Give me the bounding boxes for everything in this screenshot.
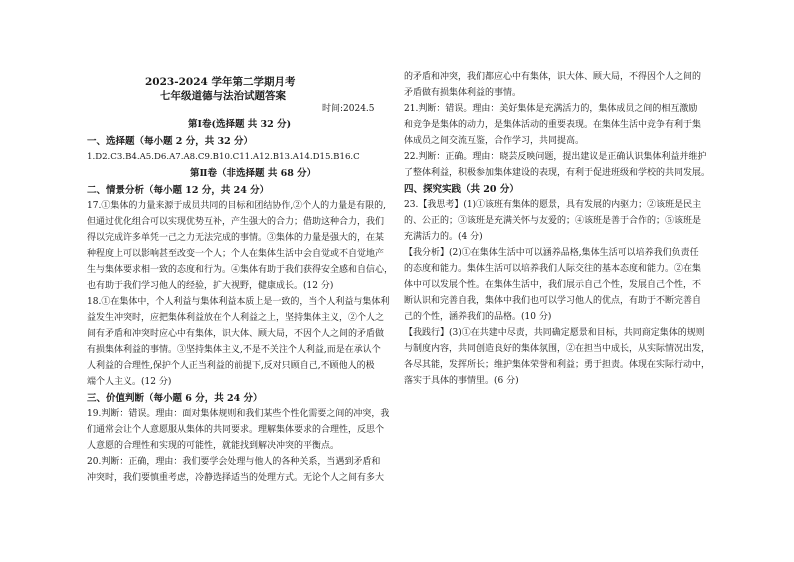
q23-line: 充满活力的。(4 分) bbox=[404, 232, 483, 242]
q18-line: 益发生冲突时，应把集体利益放在个人利益之上，坚持集体主义，②个人之 bbox=[87, 313, 385, 323]
q18-line: 人利益的合理性,保护个人正当利益的前提下,反对只顾自己,不顾他人的极 bbox=[87, 361, 375, 371]
part2-title: 第Ⅱ卷（非选择题 共 68 分） bbox=[190, 168, 317, 179]
q21-line: 和竞争是集体的动力，是集体活动的重要表现。在集体生活中竞争有利于集 bbox=[404, 120, 702, 130]
q18-line: 有损集体利益的事情。③坚持集体主义,不是不关注个人利益,而是在承认个 bbox=[87, 345, 381, 355]
q17-line: 17.①集体的力量来源于成员共同的目标和团结协作,②个人的力量是有限的, bbox=[87, 201, 387, 211]
choice-answers: 1.D2.C3.B4.A5.D6.A7.A8.C9.B10.C11.A12.B13.A14.D15.B16.C bbox=[87, 152, 360, 162]
title-line-2: 七年级道德与法治试题答案 bbox=[160, 90, 286, 102]
q17-line: 种程度上可以影响甚至改变一个人；个人在集体生活中会自觉或不自觉地产 bbox=[87, 249, 385, 259]
q23-line: 断认识和完善自我，集体中我们也可以学习他人的优点，有助于不断完善自 bbox=[404, 296, 702, 306]
q17-line: 也有助于我们学习他人的经验，扩大视野，健康成长。(12 分) bbox=[87, 281, 334, 291]
exam-time: 时间:2024.5 bbox=[322, 104, 375, 114]
q22-line: 了整体利益，积极参加集体建设的表现，有利于促进班级和学校的共同发展。 bbox=[404, 168, 711, 178]
q19-line: 人意愿的合理性和实现的可能性，就能找到解决冲突的平衡点。 bbox=[87, 441, 340, 451]
q23-line: 【我践行】(3)①在共建中尽责，共同确定愿景和目标，共同商定集体的规则 bbox=[404, 328, 705, 338]
q17-line: 得以完成许多单凭一己之力无法完成的事情。③集体的力量是强大的，在某 bbox=[87, 233, 385, 243]
q23-line: 【我分析】(2)①在集体生活中可以涵养品格,集体生活可以培养我们负责任 bbox=[404, 248, 699, 258]
q23-line: 与制度内容，共同创造良好的集体氛围，②在担当中成长，从实际情况出发， bbox=[404, 344, 711, 354]
q23-line: 的态度和能力。集体生活可以培养我们人际交往的基本态度和能力。②在集 bbox=[404, 264, 702, 274]
q23-line: 各尽其能，发挥所长；维护集体荣誉和利益；勇于担责。体现在实际行动中， bbox=[404, 360, 711, 370]
q23-line: 23.【我思考】(1)①该班有集体的愿景，具有发展的内驱力；②该班是民主 bbox=[404, 200, 702, 210]
q19-line: 19.判断：错误。理由：面对集体规则和我们某些个性化需要之间的冲突，我 bbox=[87, 409, 390, 419]
q17-line: 生与集体要求相一致的态度和行为。④集体有助于我们获得安全感和自信心， bbox=[87, 265, 394, 275]
q21-line: 体成员之间交流互鉴，合作学习，共同提高。 bbox=[404, 136, 585, 146]
q23-line: 体中可以发展个性。在集体生活中，我们展示自己个性，发展自己个性，不 bbox=[404, 280, 702, 290]
q23-line: 落实于具体的事情里。(6 分) bbox=[404, 376, 519, 386]
section-choice-title: 一、选择题（每小题 2 分，共 32 分） bbox=[87, 136, 254, 147]
q18-line: 端个人主义。(12 分) bbox=[87, 377, 172, 387]
q21-line: 21.判断：错误。理由：美好集体是充满活力的，集体成员之间的相互激励 bbox=[404, 104, 698, 114]
section-judgement-title: 三、价值判断（每小题 6 分，共 24 分） bbox=[87, 393, 263, 404]
q20-line: 的矛盾和冲突，我们都应心中有集体，识大体、顾大局，不得因个人之间的 bbox=[404, 72, 702, 82]
section-practice-title: 四、探究实践（共 20 分） bbox=[404, 184, 519, 195]
section-scenario-title: 二、情景分析（每小题 12 分，共 24 分） bbox=[87, 185, 270, 196]
q22-line: 22.判断：正确。理由：晓芸反映问题，提出建议是正确认识集体利益并维护 bbox=[404, 152, 707, 162]
part1-title: 第Ⅰ卷(选择题 共 32 分) bbox=[188, 119, 292, 130]
q23-line: 己的个性，涵养我们的品格。(10 分) bbox=[404, 312, 552, 322]
q17-line: 但通过优化组合可以实现优势互补，产生强大的合力；借助这种合力，我们 bbox=[87, 217, 385, 227]
q23-line: 的、公正的；③该班是充满关怀与友爱的；④该班是善于合作的；⑤该班是 bbox=[404, 216, 702, 226]
q18-line: 18.①在集体中，个人利益与集体利益本质上是一致的，当个人利益与集体利 bbox=[87, 297, 390, 307]
q18-line: 间有矛盾和冲突时应心中有集体，识大体、顾大局，不因个人之间的矛盾做 bbox=[87, 329, 385, 339]
q20-line: 冲突时，我们要慎重考虑，冷静选择适当的处理方式。无论个人之间有多大 bbox=[87, 473, 385, 483]
q19-line: 们通常会让个人意愿服从集体的共同要求。理解集体要求的合理性，反思个 bbox=[87, 425, 385, 435]
q20-line: 矛盾做有损集体利益的事情。 bbox=[404, 88, 522, 98]
title-line-1: 2023-2024 学年第二学期月考 bbox=[145, 76, 296, 88]
q20-line: 20.判断：正确，理由：我们要学会处理与他人的各种关系，当遇到矛盾和 bbox=[87, 457, 381, 467]
